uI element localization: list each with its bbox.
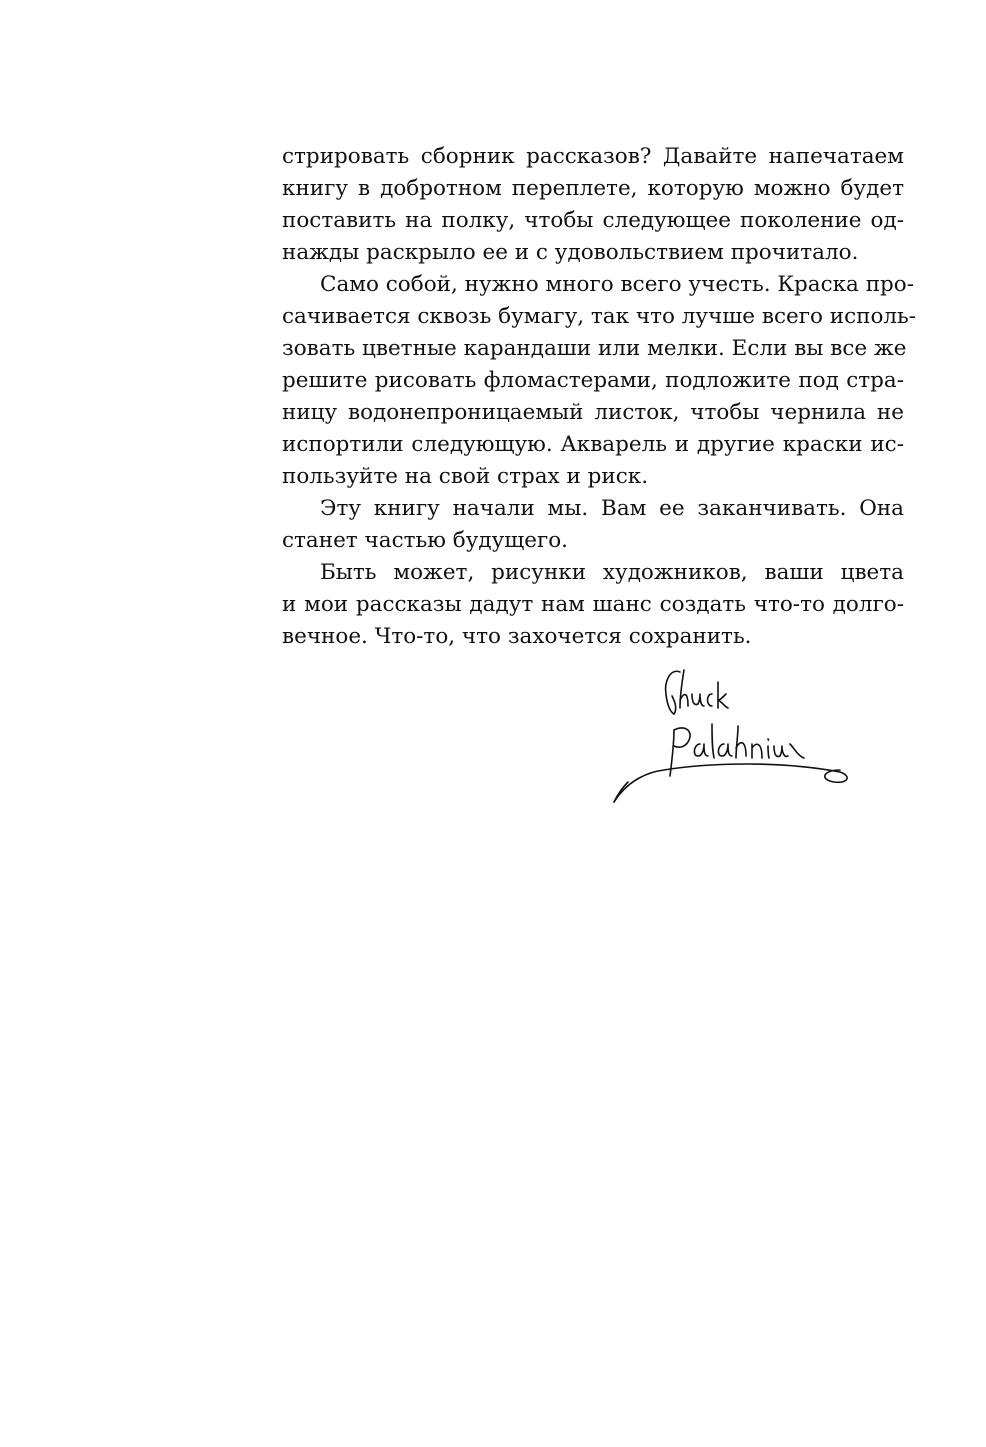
text-line: Быть может, рисунки художников, ваши цвета [320,560,904,585]
text-line: поставить на полку, чтобы следующее поколение од- [282,208,904,233]
text-line: станет частью будущего. [282,528,568,553]
text-line: стрировать сборник рассказов? Давайте напечатаем [282,144,904,169]
text-line: пользуйте на свой страх и риск. [282,464,649,489]
body-text [282,141,917,653]
signature-image [608,660,858,810]
text-line: книгу в добротном переплете, которую можно будет [282,176,904,201]
paragraph-1 [282,141,904,269]
text-line: Эту книгу начали мы. Вам ее заканчивать. Она [320,496,904,521]
text-line: решите рисовать фломастерами, подложите под стра- [282,368,904,393]
paragraph-2 [282,269,917,493]
text-line: нажды раскрыло ее и с удовольствием прочитало. [282,240,859,265]
text-line: сачивается сквозь бумагу, так что лучше всего исполь- [282,304,917,329]
text-line: зовать цветные карандаши или мелки. Если вы все же [282,336,907,361]
text-line: вечное. Что-то, что захочется сохранить. [282,624,752,649]
text-line: Само собой, нужно много всего учесть. Краска про- [320,272,915,297]
paragraph-3 [282,493,904,557]
text-line: ницу водонепроницаемый листок, чтобы чернила не [282,400,904,425]
paragraph-4 [282,557,904,653]
text-line: испортили следующую. Акварель и другие краски ис- [282,432,904,457]
text-line: и мои рассказы дадут нам шанс создать что-то долго- [282,592,904,617]
